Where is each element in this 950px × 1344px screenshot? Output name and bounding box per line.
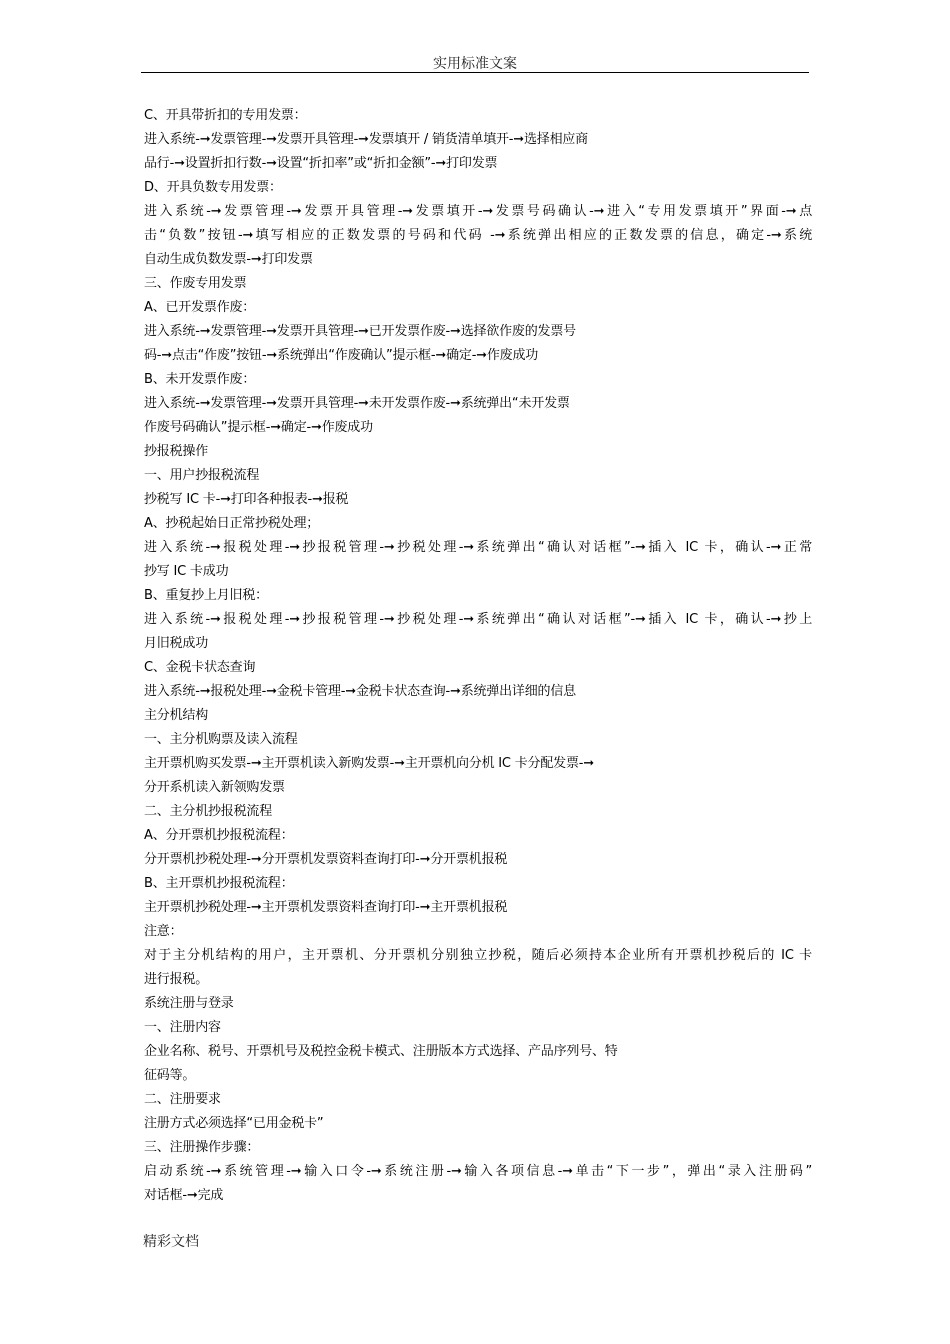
- text-line: 月旧税成功: [144, 636, 209, 651]
- page-header: 实用标准文案: [433, 56, 517, 72]
- text-line: 分开票机抄税处理-➞分开票机发票资料查询打印-➞分开票机报税: [144, 852, 508, 867]
- section-heading: 二、注册要求: [144, 1092, 221, 1107]
- text-line: 进入系统-➞报税处理-➞金税卡管理-➞金税卡状态查询-➞系统弹出详细的信息: [144, 684, 576, 699]
- text-line: 注意：: [144, 924, 183, 939]
- text-line: C、金税卡状态查询: [144, 660, 256, 675]
- text-line: 进入系统-➞发票管理-➞发票开具管理-➞发票填开-➞发票号码确认-➞进入“专用发票填开”界面-➞点: [144, 204, 812, 219]
- header-rule: [141, 72, 809, 73]
- text-line: 征码等。: [144, 1068, 196, 1083]
- section-heading: 系统注册与登录: [144, 996, 234, 1011]
- section-heading: 一、主分机购票及读入流程: [144, 732, 298, 747]
- text-line: A、已开发票作废：: [144, 300, 256, 315]
- text-line: 抄税写 IC 卡-➞打印各种报表-➞报税: [144, 492, 349, 507]
- text-line: 企业名称、税号、开票机号及税控金税卡模式、注册版本方式选择、产品序列号、特: [144, 1044, 618, 1059]
- text-line: 进入系统-➞发票管理-➞发票开具管理-➞已开发票作废-➞选择欲作废的发票号: [144, 324, 576, 339]
- text-line: B、重复抄上月旧税：: [144, 588, 268, 603]
- text-line: 进入系统-➞报税处理-➞抄报税管理-➞抄税处理-➞系统弹出“确认对话框”-➞插入 IC 卡，确认-➞抄上: [144, 612, 812, 627]
- text-line: 进行报税。: [144, 972, 209, 987]
- text-line: 抄写 IC 卡成功: [144, 564, 229, 579]
- document-body: [144, 104, 812, 1208]
- section-heading: 二、主分机抄报税流程: [144, 804, 273, 819]
- text-line: D、开具负数专用发票：: [144, 180, 282, 195]
- text-line: 分开系机读入新领购发票: [144, 780, 285, 795]
- text-line: 码-➞点击“作废”按钮-➞系统弹出“作废确认”提示框-➞确定-➞作废成功: [144, 348, 539, 363]
- section-heading: 一、用户抄报税流程: [144, 468, 260, 483]
- text-line: 注册方式必须选择“已用金税卡”: [144, 1116, 324, 1131]
- section-heading: 三、注册操作步骤：: [144, 1140, 260, 1155]
- text-line: C、开具带折扣的专用发票：: [144, 108, 307, 123]
- text-line: 击“负数”按钮-➞填写相应的正数发票的号码和代码 -➞系统弹出相应的正数发票的信息，确定-➞系统: [144, 228, 812, 243]
- text-line: 进入系统-➞发票管理-➞发票开具管理-➞发票填开 / 销货清单填开-➞选择相应商: [144, 132, 588, 147]
- text-line: 主开票机购买发票-➞主开票机读入新购发票-➞主开票机向分机 IC 卡分配发票-➞: [144, 756, 594, 771]
- page-footer: 精彩文档: [143, 1234, 199, 1250]
- text-line: 启动系统-➞系统管理-➞输入口令-➞系统注册-➞输入各项信息-➞单击“下一步”，弹出“录入注册码”: [144, 1164, 812, 1179]
- text-line: B、未开发票作废：: [144, 372, 256, 387]
- text-line: 进入系统-➞报税处理-➞抄报税管理-➞抄税处理-➞系统弹出“确认对话框”-➞插入 IC 卡，确认-➞正常: [144, 540, 812, 555]
- text-line: B、主开票机抄报税流程：: [144, 876, 294, 891]
- text-line: 作废号码确认”提示框-➞确定-➞作废成功: [144, 420, 373, 435]
- text-line: 对话框-➞完成: [144, 1188, 224, 1203]
- text-line: 主开票机抄税处理-➞主开票机发票资料查询打印-➞主开票机报税: [144, 900, 508, 915]
- text-line: 进入系统-➞发票管理-➞发票开具管理-➞未开发票作废-➞系统弹出“未开发票: [144, 396, 570, 411]
- text-line: A、分开票机抄报税流程：: [144, 828, 294, 843]
- section-heading: 主分机结构: [144, 708, 209, 723]
- text-line: 对于主分机结构的用户，主开票机、分开票机分别独立抄税，随后必须持本企业所有开票机抄税后的 IC 卡: [144, 948, 812, 963]
- text-line: 自动生成负数发票-➞打印发票: [144, 252, 313, 267]
- section-heading: 三、作废专用发票: [144, 276, 247, 291]
- text-line: 品行-➞设置折扣行数-➞设置“折扣率”或“折扣金额”-➞打印发票: [144, 156, 498, 171]
- text-line: A、抄税起始日正常抄税处理；: [144, 516, 320, 531]
- section-heading: 一、注册内容: [144, 1020, 221, 1035]
- section-heading: 抄报税操作: [144, 444, 209, 459]
